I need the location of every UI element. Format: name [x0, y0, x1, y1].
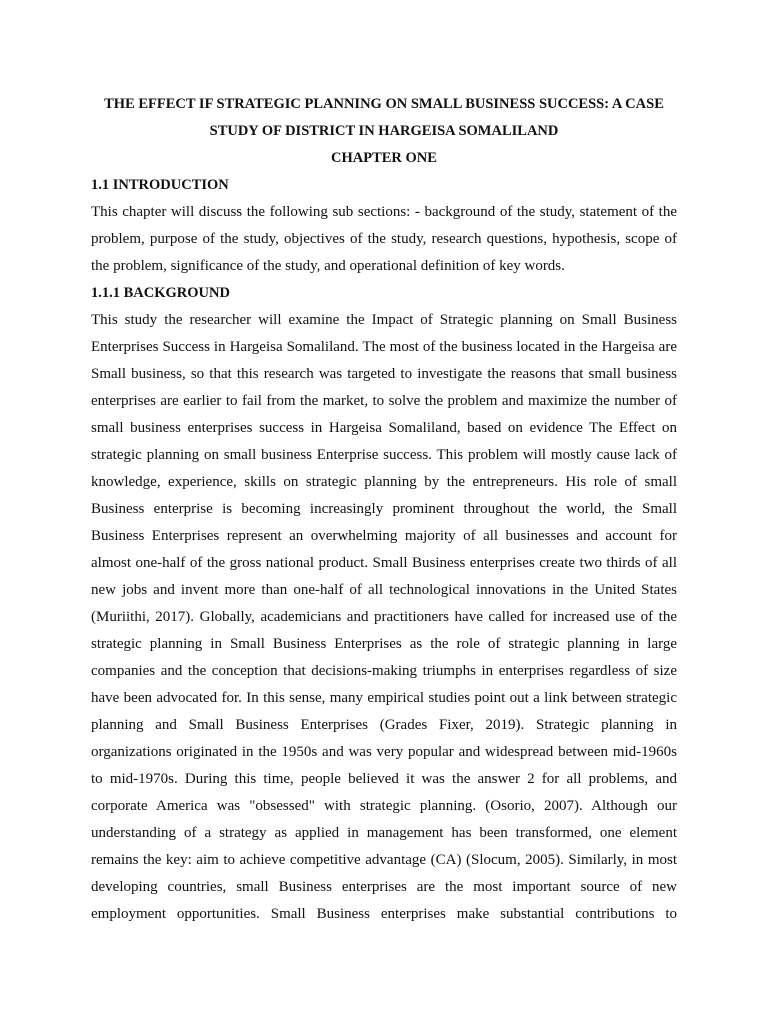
paragraph-line: the problem, significance of the study, and operational definition of key words. — [91, 258, 565, 274]
paragraph-line: developing countries, small Business enterprises are the most important source of new — [91, 879, 677, 895]
paragraph-line: knowledge, experience, skills on strategic planning by the entrepreneurs. His role of small — [91, 474, 677, 490]
paragraph-line: understanding of a strategy as applied in management has been transformed, one element — [91, 825, 677, 841]
paragraph-line: corporate America was "obsessed" with strategic planning. (Osorio, 2007). Although our — [91, 798, 677, 814]
introduction-paragraph — [91, 199, 677, 280]
document-page — [91, 91, 677, 928]
document-title-line-1: THE EFFECT IF STRATEGIC PLANNING ON SMALL BUSINESS SUCCESS: A CASE — [104, 96, 664, 112]
paragraph-line: Small business, so that this research was targeted to investigate the reasons that small business — [91, 366, 677, 382]
paragraph-line: remains the key: aim to achieve competitive advantage (CA) (Slocum, 2005). Similarly, in most — [91, 852, 677, 868]
paragraph-line: to mid-1970s. During this time, people believed it was the answer 2 for all problems, and — [91, 771, 677, 787]
paragraph-line: small business enterprises success in Hargeisa Somaliland, based on evidence The Effect on — [91, 420, 677, 436]
introduction-heading: 1.1 INTRODUCTION — [91, 177, 229, 193]
paragraph-line: employment opportunities. Small Business enterprises make substantial contributions to — [91, 906, 677, 922]
background-heading: 1.1.1 BACKGROUND — [91, 285, 230, 301]
paragraph-line: strategic planning on small business Enterprise success. This problem will mostly cause lack of — [91, 447, 677, 463]
paragraph-line: (Muriithi, 2017). Globally, academicians and practitioners have called for increased use of the — [91, 609, 677, 625]
paragraph-line: problem, purpose of the study, objectives of the study, research questions, hypothesis, scope of — [91, 231, 677, 247]
paragraph-line: strategic planning in Small Business Enterprises as the role of strategic planning in large — [91, 636, 677, 652]
paragraph-line: organizations originated in the 1950s and was very popular and widespread between mid-1960s — [91, 744, 677, 760]
paragraph-line: Business enterprise is becoming increasingly prominent throughout the world, the Small — [91, 501, 677, 517]
paragraph-line: have been advocated for. In this sense, many empirical studies point out a link between strategic — [91, 690, 677, 706]
paragraph-line: companies and the conception that decisions-making triumphs in enterprises regardless of size — [91, 663, 677, 679]
paragraph-line: Business Enterprises represent an overwhelming majority of all businesses and account for — [91, 528, 677, 544]
paragraph-line: This chapter will discuss the following sub sections: - background of the study, statement of the — [91, 204, 677, 220]
paragraph-line: planning and Small Business Enterprises (Grades Fixer, 2019). Strategic planning in — [91, 717, 677, 733]
paragraph-line: Enterprises Success in Hargeisa Somaliland. The most of the business located in the Hargeisa are — [91, 339, 677, 355]
chapter-heading: CHAPTER ONE — [331, 150, 437, 166]
background-paragraph — [91, 307, 677, 928]
paragraph-line: new jobs and invent more than one-half of all technological innovations in the United States — [91, 582, 677, 598]
paragraph-line: enterprises are earlier to fail from the market, to solve the problem and maximize the number of — [91, 393, 677, 409]
paragraph-line: almost one-half of the gross national product. Small Business enterprises create two thirds of all — [91, 555, 677, 571]
paragraph-line: This study the researcher will examine the Impact of Strategic planning on Small Business — [91, 312, 677, 328]
document-title-line-2: STUDY OF DISTRICT IN HARGEISA SOMALILAND — [209, 123, 559, 139]
